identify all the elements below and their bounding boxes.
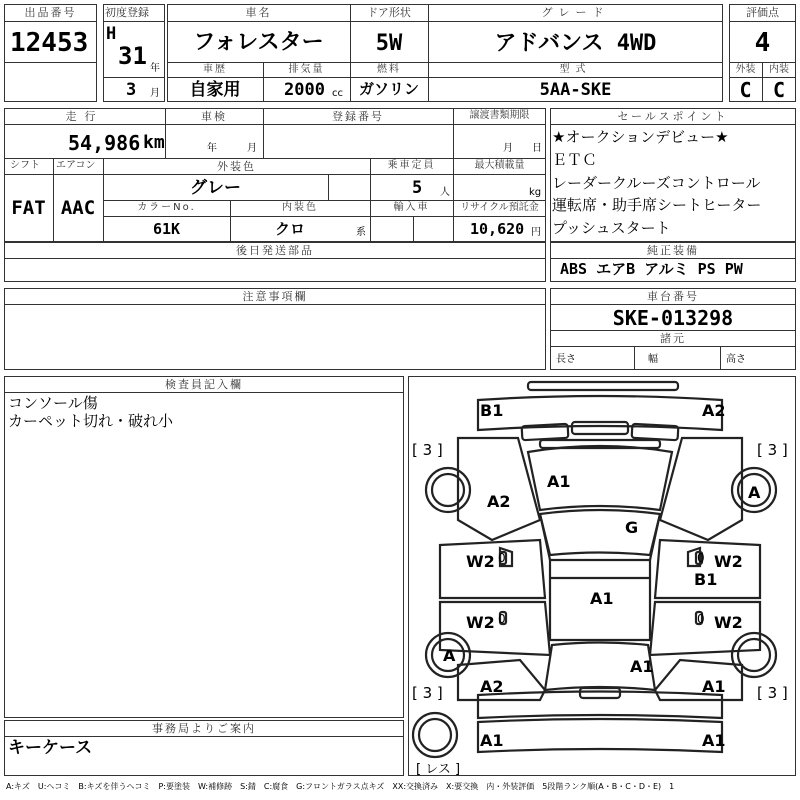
km-unit: km bbox=[143, 132, 165, 153]
first-reg-label: 初度登録 bbox=[105, 6, 149, 19]
color-unit: 系 bbox=[356, 227, 366, 238]
score-value: 4 bbox=[754, 28, 771, 58]
recycle-value: 10,620 bbox=[470, 220, 525, 238]
kg-unit: kg bbox=[529, 187, 542, 198]
tire-depth-rear-left: [ 3 ] bbox=[412, 684, 443, 702]
inspector-label: 検査員記入欄 bbox=[165, 378, 243, 391]
month-value: 3 bbox=[126, 80, 137, 100]
door-value: 5W bbox=[375, 31, 403, 56]
score-label: 評価点 bbox=[746, 6, 779, 19]
length-label: 長さ bbox=[556, 354, 576, 365]
tire-depth-front-left: [ 3 ] bbox=[412, 441, 443, 459]
int-color-label: 内装色 bbox=[282, 202, 318, 213]
shift-value: FAT bbox=[11, 197, 46, 219]
damage-mark: A2 bbox=[487, 492, 511, 511]
registration-label: 登録番号 bbox=[332, 110, 384, 123]
damage-mark: A1 bbox=[702, 677, 726, 696]
deadline-label: 譲渡書類期限 bbox=[469, 110, 530, 121]
model-code-value: 5AA-SKE bbox=[539, 80, 612, 100]
height-label: 高さ bbox=[726, 354, 746, 365]
sales-point-item: レーダークルーズコントロール bbox=[552, 174, 761, 192]
standard-equip-value: ABS エアB アルミ PS PW bbox=[560, 260, 743, 278]
interior-value: C bbox=[772, 78, 786, 102]
cc-unit: cc bbox=[332, 88, 343, 99]
ext-color-label: 外装色 bbox=[217, 160, 256, 173]
recycle-label: リサイクル預託金 bbox=[460, 202, 539, 213]
damage-mark: B1 bbox=[694, 570, 718, 589]
damage-mark: A2 bbox=[702, 401, 726, 420]
exterior-value: C bbox=[739, 78, 752, 102]
mileage-value: 54,986 bbox=[68, 131, 141, 155]
damage-mark-extra: 0 bbox=[697, 551, 705, 565]
lot-no-label: 出品番号 bbox=[24, 6, 77, 19]
tire-depth-front-right: [ 3 ] bbox=[757, 441, 788, 459]
import-label: 輸入車 bbox=[393, 202, 430, 213]
deadline-day-unit: 日 bbox=[532, 143, 542, 154]
displacement-value: 2000 bbox=[284, 80, 325, 100]
shift-label: シフト bbox=[10, 160, 40, 171]
sales-point-item: プッシュスタート bbox=[552, 219, 671, 237]
damage-mark: A1 bbox=[547, 472, 571, 491]
displacement-label: 排気量 bbox=[288, 64, 325, 75]
later-parts-label: 後日発送部品 bbox=[236, 244, 314, 257]
exterior-label: 外装 bbox=[735, 64, 756, 75]
yen-unit: 円 bbox=[531, 227, 541, 238]
notes-label: 注意事項欄 bbox=[242, 290, 308, 303]
width-label: 幅 bbox=[648, 354, 658, 365]
chassis-value: SKE-013298 bbox=[612, 306, 734, 330]
car-name-value: フォレスター bbox=[193, 30, 324, 55]
capacity-label: 乗車定員 bbox=[387, 160, 436, 171]
chassis-label: 車台番号 bbox=[647, 290, 699, 303]
damage-mark: A1 bbox=[480, 731, 504, 750]
mileage-label: 走行 bbox=[65, 110, 104, 123]
inspection-year-unit: 年 bbox=[207, 143, 217, 154]
spare-tire-status: [ レス ] bbox=[416, 762, 461, 777]
car-name-label: 車名 bbox=[245, 6, 272, 19]
year-unit: 年 bbox=[150, 63, 160, 74]
sales-point-item: 運転席・助手席シートヒーター bbox=[552, 196, 762, 214]
door-label: ドア形状 bbox=[367, 6, 411, 19]
damage-mark-extra: 0 bbox=[498, 612, 506, 626]
capacity-value: 5 bbox=[412, 178, 423, 198]
inspector-note: コンソール傷 bbox=[8, 394, 98, 412]
damage-mark: A bbox=[748, 483, 761, 502]
damage-mark-extra: 0 bbox=[697, 612, 705, 626]
era-value: H bbox=[106, 24, 117, 44]
history-label: 車歴 bbox=[203, 64, 227, 75]
model-code-label: 型式 bbox=[559, 64, 592, 75]
sales-point-item: ＥＴＣ bbox=[552, 151, 598, 169]
lot-no-value: 12453 bbox=[10, 28, 89, 58]
damage-mark-extra: 0 bbox=[498, 551, 506, 565]
person-unit: 人 bbox=[440, 187, 450, 198]
grade-label: グレード bbox=[541, 6, 610, 19]
month-unit: 月 bbox=[150, 88, 160, 99]
color-no-label: カラーNo. bbox=[137, 202, 196, 213]
damage-mark: A bbox=[443, 646, 456, 665]
year-value: 31 bbox=[118, 42, 147, 70]
damage-mark: W2 bbox=[466, 552, 495, 571]
deadline-month-unit: 月 bbox=[503, 143, 513, 154]
sales-point-item: ★オークションデビュー★ bbox=[552, 128, 729, 146]
inspection-month-unit: 月 bbox=[247, 143, 257, 154]
damage-mark: A1 bbox=[630, 657, 654, 676]
history-value: 自家用 bbox=[189, 80, 241, 100]
office-note: キーケース bbox=[8, 738, 93, 758]
damage-mark: W2 bbox=[466, 613, 495, 632]
damage-mark: A2 bbox=[480, 677, 504, 696]
damage-mark: W2 bbox=[714, 552, 743, 571]
damage-mark: G bbox=[625, 518, 639, 537]
legend-text: A:キズ U:ヘコミ B:キズを伴うヘコミ P:要塗装 W:補修跡 S:錆 C:腐食 G:フロントガラス点キズ XX:交換済み X:要交換 内・外装評価 5段階ランク順(A・B・C・D・E) 1 bbox=[6, 782, 675, 791]
ext-color-value: グレー bbox=[190, 178, 241, 198]
damage-mark: W2 bbox=[714, 613, 743, 632]
int-color-value: クロ bbox=[274, 220, 305, 238]
inspector-note: カーペット切れ・破れ小 bbox=[8, 412, 174, 430]
color-no-value: 61K bbox=[152, 220, 181, 238]
standard-equip-label: 純正装備 bbox=[647, 244, 699, 257]
sales-points-label: セールスポイント bbox=[617, 110, 729, 123]
interior-label: 内装 bbox=[769, 64, 789, 75]
damage-mark: B1 bbox=[480, 401, 504, 420]
damage-diagram-panel bbox=[408, 376, 796, 776]
grade-value: アドバンス 4WD bbox=[494, 31, 657, 56]
inspection-label: 車検 bbox=[201, 110, 227, 123]
fuel-label: 燃料 bbox=[377, 64, 401, 75]
damage-mark: A1 bbox=[702, 731, 726, 750]
office-label: 事務局よりご案内 bbox=[152, 722, 256, 735]
fuel-value: ガソリン bbox=[358, 80, 419, 98]
aircon-value: AAC bbox=[60, 197, 96, 219]
tire-depth-rear-right: [ 3 ] bbox=[757, 684, 788, 702]
max-load-label: 最大積載量 bbox=[474, 160, 525, 171]
aircon-label: エアコン bbox=[56, 160, 96, 171]
damage-mark: A1 bbox=[590, 589, 614, 608]
specs-label: 諸元 bbox=[660, 332, 686, 345]
